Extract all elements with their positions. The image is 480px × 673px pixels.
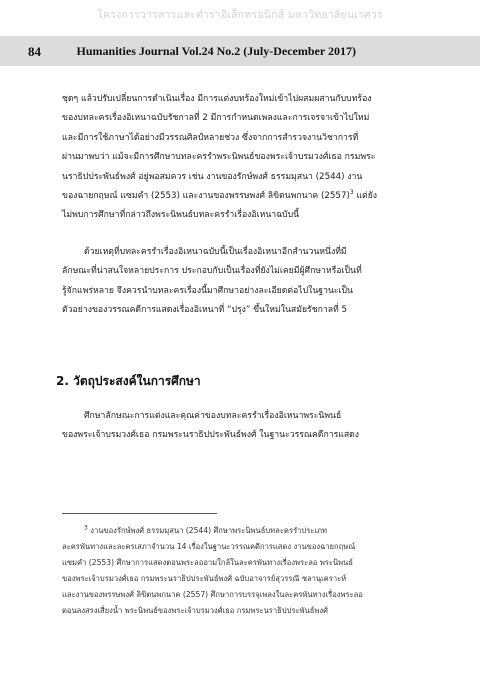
text-line: รู้จักแพร่หลาย จึงควรนำบทละครเรื่องนี้มาศึกษาอย่างละเอียดต่อไปในฐานะเป็น [62, 285, 353, 296]
text-line: ศึกษาลักษณะการแต่งและคุณค่าของบทละครรำเรื่องอิเหนาพระนิพนธ์ [84, 411, 342, 421]
footnote-line: ละครพันทางและละครเสภาจำนวน 14 เรื่องในฐานะวรรณคดีการแสดง งานของฉายกฤษณ์ [62, 542, 356, 552]
text-line [62, 187, 428, 206]
text-line: และมีการใช้ภาษาได้อย่างมีวรรณศิลป์หลายช่วง ซึ่งจากการสำรวจงานวิชาการที่ [62, 132, 359, 143]
text-line: ด้วยเหตุที่บทละครรำเรื่องอิเหนาฉบับนี้เป็นเรื่องอิเหนาอีกสำนวนหนึ่งที่มี [84, 247, 347, 257]
text-line: ชุดๆ แล้วปรับเปลี่ยนการดำเนินเรื่อง มีการแต่งบทร้องใหม่เข้าไปผสมผสานกับบทร้อง [62, 94, 372, 104]
text-line: นราธิปประพันธ์พงศ์ อยู่พอสมควร เช่น งานของรักษ์พงศ์ ธรรมมุสนา (2544) งาน [62, 171, 363, 182]
footnote-reference[interactable]: 3 [349, 189, 354, 197]
footnote-line: แซมคำ (2553) ศึกษาการแสดงตอนพระลออามใกล้ในละครพันทางเรื่องพระลอ พระนิพนธ์ [62, 558, 354, 568]
section-title: วัตถุประสงค์ในการศึกษา [73, 374, 201, 388]
text-line: ไม่พบการศึกษาที่กล่าวถึงพระนิพนธ์บทละครรำเรื่องอิเหนาฉบับนี้ [62, 210, 300, 221]
footnote-line: และงานของพรรษพงศ์ ลิขิตนพกนาค (2557) ศึกษาการบรรจุเพลงในละครพันทางเรื่องพระลอ [62, 590, 363, 600]
text-line-tail: แต่ยัง [353, 190, 378, 201]
section-heading [56, 372, 201, 391]
watermark: โครงการวารสารและตำราอิเล็กทรอนิกส์ มหาวิทยาลัยนเรศวร [97, 9, 383, 21]
running-header [0, 36, 480, 66]
section-number: 2. [56, 374, 69, 388]
paragraph-1 [62, 90, 428, 226]
footnote-marker: 3 [84, 524, 88, 532]
footnote-line: ตอนลงสรงเสี่ยงน้ำ พระนิพนธ์ของพระเจ้าบรมวงศ์เธอ กรมพระนราธิปประพันธ์พงศ์ [62, 606, 328, 616]
text-line: ของบทละครเรื่องอิเหนาฉบับรัชกาลที่ 2 มีการกำหนดเพลงและการเจรจาเข้าไปใหม่ [62, 113, 370, 124]
page-number: 84 [28, 44, 41, 59]
paragraph-2 [62, 243, 428, 321]
footnote-line [62, 523, 434, 539]
footnote-divider [62, 513, 217, 514]
text-line: ตัวอย่างของวรรณคดีการแสดงเรื่องอิเหนาที่ “ปรุง” ขึ้นใหม่ในสมัยรัชกาลที่ 5 [62, 305, 348, 316]
text-line: ลักษณะที่น่าสนใจหลายประการ ประกอบกับเป็นเรื่องที่ยังไม่เคยมีผู้ศึกษาหรือเป็นที่ [62, 266, 362, 277]
paragraph-3 [62, 407, 428, 446]
footnote-line-text: งานของรักษ์พงศ์ ธรรมมุสนา (2544) ศึกษาพระนิพนธ์บทละครรำประเภท [90, 526, 327, 535]
text-line-content: ของฉายกฤษณ์ แซมคำ (2553) และงานของพรรษพงศ์ ลิขิตนพกนาค (2557) [62, 190, 350, 201]
text-line: ของพระเจ้าบรมวงศ์เธอ กรมพระนราธิปประพันธ์พงศ์ ในฐานะวรรณคดีการแสดง [62, 430, 360, 441]
journal-title: Humanities Journal Vol.24 No.2 (July-December 2017) [76, 44, 356, 58]
text-line: ผ่านมาพบว่า แม้จะมีการศึกษาบทละครรำพระนิพนธ์ของพระเจ้าบรมวงศ์เธอ กรมพระ [62, 152, 376, 163]
footnote [62, 523, 434, 620]
footnote-line: ของพระเจ้าบรมวงศ์เธอ กรมพระนราธิปประพันธ์พงศ์ ฉบับอาจารย์สุวรรณี ชลานุเคราะห์ [62, 574, 347, 584]
